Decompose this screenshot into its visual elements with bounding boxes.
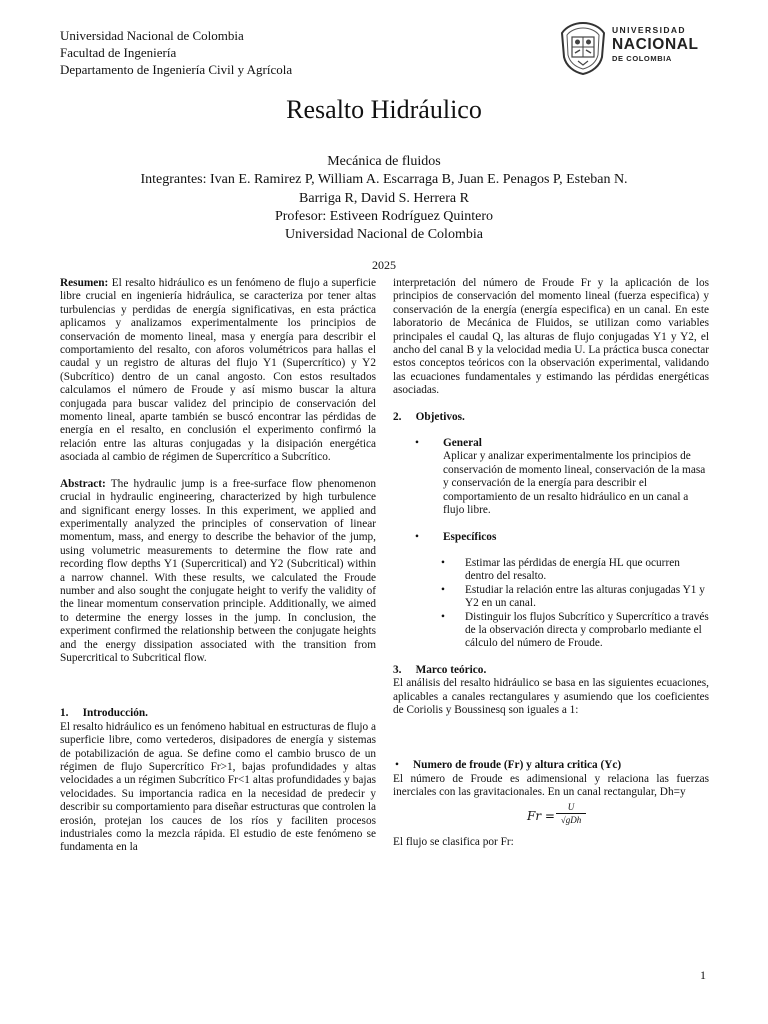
year-partial: 2025 [372,258,396,272]
objetivos-heading: 2. Objetivos. [393,410,465,423]
paper-meta [110,153,658,244]
resumen-label: Resumen: [60,277,109,289]
header-faculty: Facultad de Ingeniería [60,45,177,60]
logo-wordmark [612,25,699,64]
left-column [60,277,376,855]
paper-title: Resalto Hidráulico [286,95,482,124]
university-seal-icon [558,21,608,75]
formula-lhs: Fr = [527,808,555,823]
formula-numerator: U [556,802,586,814]
froude-paragraph: El número de Froude es adimensional y relaciona las fuerzas inerciales con las gravitacionales. En un canal rectangular, Dh=y [393,772,709,799]
especificos-list [393,557,709,651]
resumen-paragraph [60,277,376,465]
list-item: • Estudiar la relación entre las alturas conjugadas Y1 y Y2 en un canal. [393,584,709,611]
formula-denominator: √gDh [560,814,582,825]
marco-heading: 3. Marco teórico. [393,663,487,676]
page-number: 1 [700,968,706,982]
document-header [60,27,292,78]
university-logo [558,20,718,76]
especificos-heading: • Específicos [393,531,709,544]
university-affiliation: Universidad Nacional de Colombia [285,227,483,243]
intro-continued-paragraph: interpretación del número de Froude Fr y la aplicación de los principios de conservación del momento lineal (fuerza especifica) y conservación de la energía (energía especifica) en un canal. En este laboratorio de Mecánica de Fluidos, se utilizan como variables principales el caudal Q, las alturas de flujo conjugadas Y1 y Y2, el ancho del canal B y la velocidad media U. La práctica busca conectar estos conceptos teóricos con la observación experimental, validando las ecuaciones fundamentales y estimando las pérdidas energéticas asociadas. [393,277,709,397]
marco-paragraph: El análisis del resalto hidráulico se basa en las siguientes ecuaciones, aplicables a canales rectangulares y asumiendo que los coeficientes de Coriolis y Boussinesq son iguales a 1: [393,677,709,716]
members-line-1: Integrantes: Ivan E. Ramirez P, William A. Escarraga B, Juan E. Penagos P, Esteban N. [140,172,628,188]
abstract-paragraph [60,478,376,666]
list-item: • Estimar las pérdidas de energía HL que ocurren dentro del resalto. [393,557,709,584]
formula-fraction [556,802,586,826]
members-line-2: Barriga R, David S. Herrera R [299,190,469,206]
professor: Profesor: Estiveen Rodríguez Quintero [274,208,494,224]
header-department: Departamento de Ingeniería Civil y Agrícola [60,62,293,77]
general-text: Aplicar y analizar experimentalmente los principios de conservación de momento lineal, conservación de la masa y conservación de la energía para describir el comportamiento de un resalto hidráulico en un canal a flujo libre. [443,450,706,517]
abstract-label: Abstract: [60,477,106,490]
right-column [393,277,709,849]
intro-heading: 1. Introducción. [60,707,148,720]
resumen-text: El resalto hidráulico es un fenómeno de flujo a superficie libre crucial en ingeniería hidráulica, se caracteriza por tener altas turbulencias y perdidas de energía significativas, en esta práctica aplicamos y analizamos experimentalmente los principios de conservación de momento lineal, masa y energía para describir el comportamiento del resalto, con aforos volumétricos para hallas el caudal y un registro de alturas del flujo Y1 (Supercrítico) y Y2 (Subcrítico) dentro de un canal angosto. Con estos resultados calculamos el número de Froude y así mismo buscar la altura conjugada para buscar validez del principio de conservación del momento lineal, aparte también se buscó encontrar las pérdidas de energía en el resalto, en conclusión el experimento confirmó la relación entre las alturas conjugadas y la disipación energética asociada al cambio de régimen de Supercrítico a Subcrítico. [60,277,376,464]
intro-paragraph: El resalto hidráulico es un fenómeno habitual en estructuras de flujo a superficie libre, como vertederos, disipadores de energía y sistemas de potabilización de agua. Se define como el cambio brusco de un régimen de flujo Supercrítico Fr>1, bajas profundidades y altas velocidades a un régimen Subcrítico Fr<1 altas profundidades y bajas velocidades. Su importancia radica en la necesidad de predecir y describir su comportamiento para diseñar estructuras que controlen la erosión, protejan los cauces de los ríos y faciliten procesos industriales como la mezcla rápida. El estudio de este fenómeno se fundamenta en la [60,720,376,854]
logo-line-1: UNIVERSIDAD [612,25,686,35]
logo-line-3: DE COLOMBIA [612,54,672,63]
froude-formula [393,800,709,836]
list-item: • Distinguir los flujos Subcrítico y Supercrítico a través de la observación directa y comprobarlo mediante el cálculo del número de Froude. [393,611,709,651]
froude-heading: • Numero de froude (Fr) y altura critica (Yc) [393,759,709,772]
abstract-text: The hydraulic jump is a free-surface flow phenomenon crucial in hydraulic engineering, characterized by high turbulence and significant energy losses. In this experiment, we applied and experimentally analyzed the principles of conservation of linear momentum, mass, and energy to describe the behavior of the jump, using volumetric measurements to determine the flow rate and recording flow depths Y1 (Supercritical) and Y2 (Subcritical) within a narrow channel. With these results, we calculated the Froude number and also sought the conjugate height to verify the validity of the linear momentum conservation principle. Additionally, we aimed to determine the energy losses in the jump. In conclusion, the experiment confirmed the relationship between the conjugate heights and the energy dissipation associated with the transition from Supercritical to Subcritical flow. [60,477,376,664]
clasifica-text: El flujo se clasifica por Fr: [393,835,514,848]
general-heading: • General [393,437,709,450]
logo-line-2: NACIONAL [612,36,699,53]
header-institution: Universidad Nacional de Colombia [60,28,244,43]
course-name: Mecánica de fluidos [327,154,441,169]
